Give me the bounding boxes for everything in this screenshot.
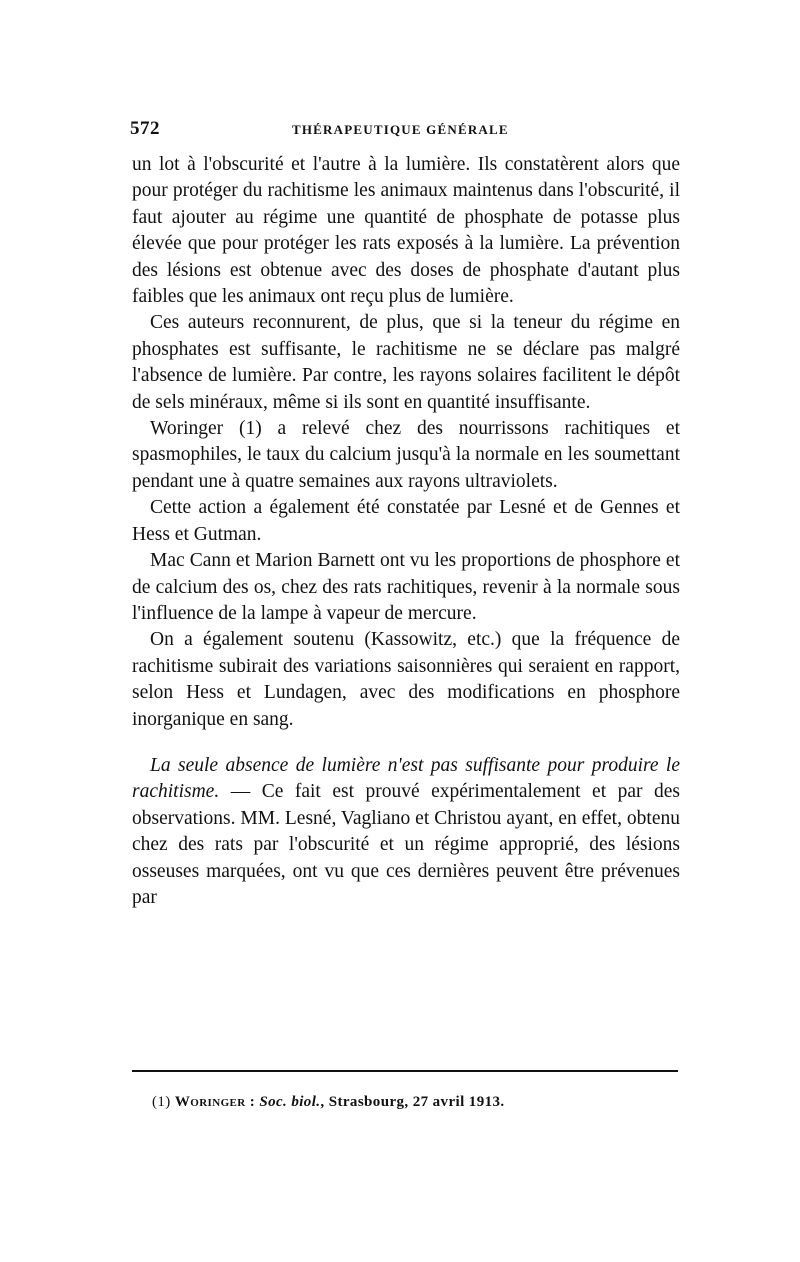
paragraph: Mac Cann et Marion Barnett ont vu les proportions de phosphore et de calcium des os, chez des rats rachitiques, revenir à la normale sous l'influence de la lampe à vapeur de mercure.: [132, 550, 680, 624]
page-number: 572: [130, 118, 160, 139]
footnote-author: Woringer: [174, 1094, 246, 1110]
final-paragraph-text: — Ce fait est prouvé expérimentalement et par des observations. MM. Lesné, Vagliano et Christou ayant, en effet, obtenu chez des rats par l'obscurité et un régime approprié, des lésions osseuses marquées, ont vu que ces dernières peuvent être prévenues par: [132, 781, 680, 908]
paragraph: Cette action a également été constatée par Lesné et de Gennes et Hess et Gutman.: [132, 497, 680, 545]
paragraph: un lot à l'obscurité et l'autre à la lumière. Ils constatèrent alors que pour protéger du rachitisme les animaux maintenus dans l'obscurité, il faut ajouter au régime une quantité de phosphate de potasse plus élevée que pour protéger les rats exposés à la lumière. La prévention des lésions est obtenue avec des doses de phosphate d'autant plus faibles que les animaux ont reçu plus de lumière.: [132, 154, 680, 308]
paragraph: Ces auteurs reconnurent, de plus, que si la teneur du régime en phosphates est suffisante, le rachitisme ne se déclare pas malgré l'absence de lumière. Par contre, les rayons solaires facilitent le dépôt de sels minéraux, même si ils sont en quantité insuffisante.: [132, 312, 680, 413]
page-body: [132, 118, 680, 911]
body-text: [132, 152, 680, 911]
running-head: [132, 118, 680, 146]
paragraph: On a également soutenu (Kassowitz, etc.) que la fréquence de rachitisme subirait des variations saisonnières qui seraient en rapport, selon Hess et Lundagen, avec des modifications en phosphore inorganique en sang.: [132, 629, 680, 730]
footnote-marker: (1): [152, 1094, 171, 1110]
footnote-separator: :: [245, 1094, 260, 1110]
footnote-rule: [132, 1070, 678, 1072]
paragraph: Woringer (1) a relevé chez des nourrissons rachitiques et spasmophiles, le taux du calcium jusqu'à la normale en les soumettant pendant une à quatre semaines aux rayons ultraviolets.: [132, 418, 680, 492]
footnote: [152, 1094, 505, 1111]
footnote-source: Soc. biol.: [259, 1094, 321, 1110]
footnote-rest: , Strasbourg, 27 avril 1913.: [320, 1094, 505, 1110]
italic-lead: La seule absence de lumière n'est pas suffisante pour produire le rachitisme.: [132, 754, 680, 803]
final-paragraph: [132, 753, 680, 911]
running-title: THÉRAPEUTIQUE GÉNÉRALE: [292, 122, 509, 137]
